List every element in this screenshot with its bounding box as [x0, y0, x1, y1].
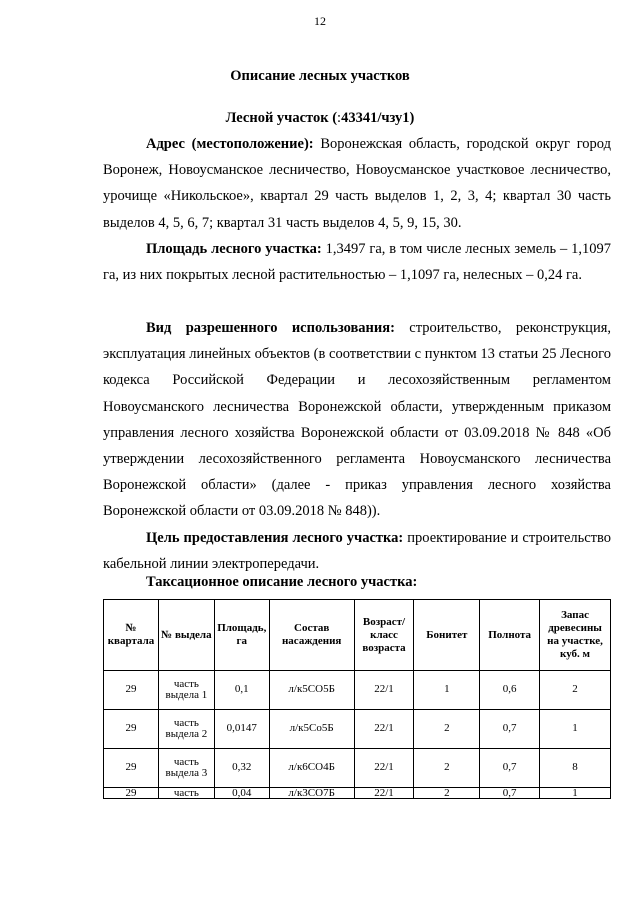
table-cell: л/к5Со5Б [269, 710, 354, 749]
address-paragraph [103, 131, 611, 236]
table-cell: 1 [540, 788, 611, 799]
use-paragraph [103, 315, 611, 525]
header-cell: Площадь, га [214, 600, 269, 671]
table-cell: 1 [540, 710, 611, 749]
table-cell: 0,04 [214, 788, 269, 799]
header-cell: Полнота [480, 600, 540, 671]
table-cell: 29 [104, 710, 159, 749]
table-cell: 0,7 [480, 788, 540, 799]
table-cell: 0,1 [214, 671, 269, 710]
header-cell: Возраст/ класс возраста [354, 600, 414, 671]
table-row [104, 749, 611, 788]
table-cell: часть выдела 3 [158, 749, 214, 788]
table-cell: 0,32 [214, 749, 269, 788]
purpose-text: проектирование и строительство кабельной линии электропередачи. [103, 530, 612, 573]
page-number: 12 [314, 14, 326, 28]
purpose-paragraph [103, 525, 611, 577]
table-cell: часть выдела 1 [158, 671, 214, 710]
header-cell: Бонитет [414, 600, 480, 671]
table-cell: часть [158, 788, 214, 799]
table-cell: 2 [414, 749, 480, 788]
parcel-code: 43341/чзу1) [341, 110, 415, 126]
parcel-code-lite: : [337, 110, 342, 126]
document-heading: Описание лесных участков [230, 68, 410, 84]
table-cell: 8 [540, 749, 611, 788]
header-cell: № выдела [158, 600, 214, 671]
header-cell: Состав насаждения [269, 600, 354, 671]
table-header-row [104, 600, 611, 671]
table-cell: 0,0147 [214, 710, 269, 749]
purpose-label: Цель предоставления лесного участка: [146, 530, 404, 546]
use-label: Вид разрешенного использования: [146, 320, 395, 336]
header-cell: № квартала [104, 600, 159, 671]
table-cell: 1 [414, 671, 480, 710]
taxation-title: Таксационное описание лесного участка: [146, 574, 418, 590]
header-cell: Запас древесины на участке, куб. м [540, 600, 611, 671]
table-cell: 29 [104, 671, 159, 710]
table-cell: 2 [414, 788, 480, 799]
table-cell: 22/1 [354, 749, 414, 788]
parcel-prefix: Лесной участок ( [225, 110, 338, 126]
table-cell: 0,6 [480, 671, 540, 710]
area-label: Площадь лесного участка: [146, 241, 322, 257]
table-cell: 2 [414, 710, 480, 749]
table-cell: л/к3СО7Б [269, 788, 354, 799]
area-text: 1,3497 га, в том числе лесных земель – 1,1097 га, из них покрытых лесной растительностью – 1,1097 га, нелесных – 0,24 га. [103, 241, 611, 284]
table-cell: 0,7 [480, 710, 540, 749]
table-cell: 22/1 [354, 788, 414, 799]
table-cell: 29 [104, 749, 159, 788]
table-cell: 0,7 [480, 749, 540, 788]
table-cell: 22/1 [354, 710, 414, 749]
table-cell: 22/1 [354, 671, 414, 710]
table-row [104, 788, 611, 799]
table-cell: 2 [540, 671, 611, 710]
table-row [104, 710, 611, 749]
area-paragraph [103, 236, 611, 288]
table-cell: л/к5СО5Б [269, 671, 354, 710]
table-cell: 29 [104, 788, 159, 799]
address-label: Адрес (местоположение): [146, 136, 314, 152]
address-text: Воронежская область, городской округ город Воронеж, Новоусманское лесничество, Новоусманское участковое лесничество, урочище «Никольское», квартал 29 часть выделов 1, 2, 3, 4; квартал 30 часть выделов 4, 5, 6, 7; квартал 31 часть выделов 4, 5, 9, 15, 30. [103, 136, 612, 231]
table-cell: часть выдела 2 [158, 710, 214, 749]
table-cell: л/к6СО4Б [269, 749, 354, 788]
taxation-table [103, 599, 611, 799]
table-row [104, 671, 611, 710]
parcel-heading [0, 110, 640, 127]
use-text: строительство, реконструкция, эксплуатация линейных объектов (в соответствии с пунктом 13 статьи 25 Лесного кодекса Российской Федерации и лесохозяйственным регламентом Новоусманского лесничества Воронежской области, утвержденным приказом управления лесного хозяйства Воронежской области от 03.09.2018 № 848 «Об утверждении лесохозяйственного регламента Новоусманского лесничества Воронежской области» (далее - приказ управления лесного хозяйства Воронежской области от 03.09.2018 № 848)). [103, 320, 611, 520]
